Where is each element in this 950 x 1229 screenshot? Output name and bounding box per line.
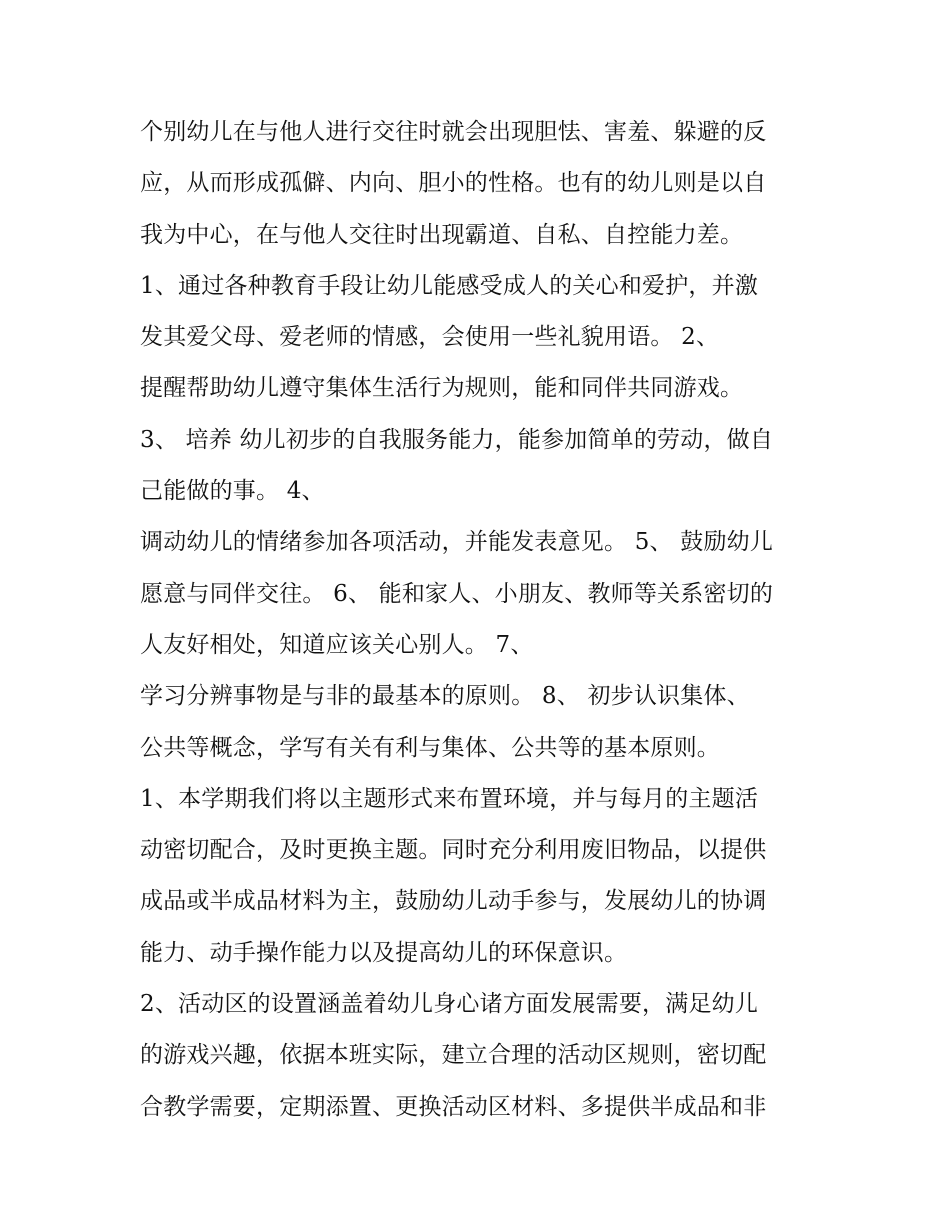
text-line-18: 2、活动区的设置涵盖着幼儿身心诸方面发展需要，满足幼儿 [140,991,759,1018]
text-line-6: 提醒帮助幼儿遵守集体生活行为规则，能和同伴共同游戏。 [140,375,744,402]
document-body [140,107,840,1133]
text-line-4: 1、通过各种教育手段让幼儿能感受成人的关心和爱护，并激 [140,272,759,299]
text-line-3: 我为中心，在与他人交往时出现霸道、自私、自控能力差。 [140,221,744,248]
text-line-19: 的游戏兴趣，依据本班实际，建立合理的活动区规则，密切配 [140,1042,767,1069]
text-line-16: 成品或半成品材料为主，鼓励幼儿动手参与，发展幼儿的协调 [140,888,767,915]
text-line-9: 调动幼儿的情绪参加各项活动，并能发表意见。 5、 鼓励幼儿 [140,529,774,556]
text-line-5: 发其爱父母、爱老师的情感，会使用一些礼貌用语。 2、 [140,324,720,351]
text-line-1: 个别幼儿在与他人进行交往时就会出现胆怯、害羞、躲避的反 [140,119,767,145]
text-line-8: 己能做的事。 4、 [140,478,325,505]
text-line-2: 应，从而形成孤僻、内向、胆小的性格。也有的幼儿则是以自 [140,170,767,197]
text-line-15: 动密切配合，及时更换主题。同时充分利用废旧物品，以提供 [140,837,767,864]
text-line-14: 1、本学期我们将以主题形式来布置环境，并与每月的主题活 [140,785,759,812]
text-line-12: 学习分辨事物是与非的最基本的原则。 8、 初步认识集体、 [140,683,750,710]
text-line-20: 合教学需要，定期添置、更换活动区材料、多提供半成品和非 [140,1093,767,1120]
text-line-10: 愿意与同伴交往。 6、 能和家人、小朋友、教师等关系密切的 [140,580,774,607]
text-line-17: 能力、动手操作能力以及提高幼儿的环保意识。 [140,939,628,966]
text-line-13: 公共等概念，学写有关有利与集体、公共等的基本原则。 [140,734,720,761]
text-line-11: 人友好相处，知道应该关心别人。 7、 [140,631,534,658]
text-line-7: 3、 培养 幼儿初步的自我服务能力，能参加简单的劳动，做自 [140,426,774,453]
